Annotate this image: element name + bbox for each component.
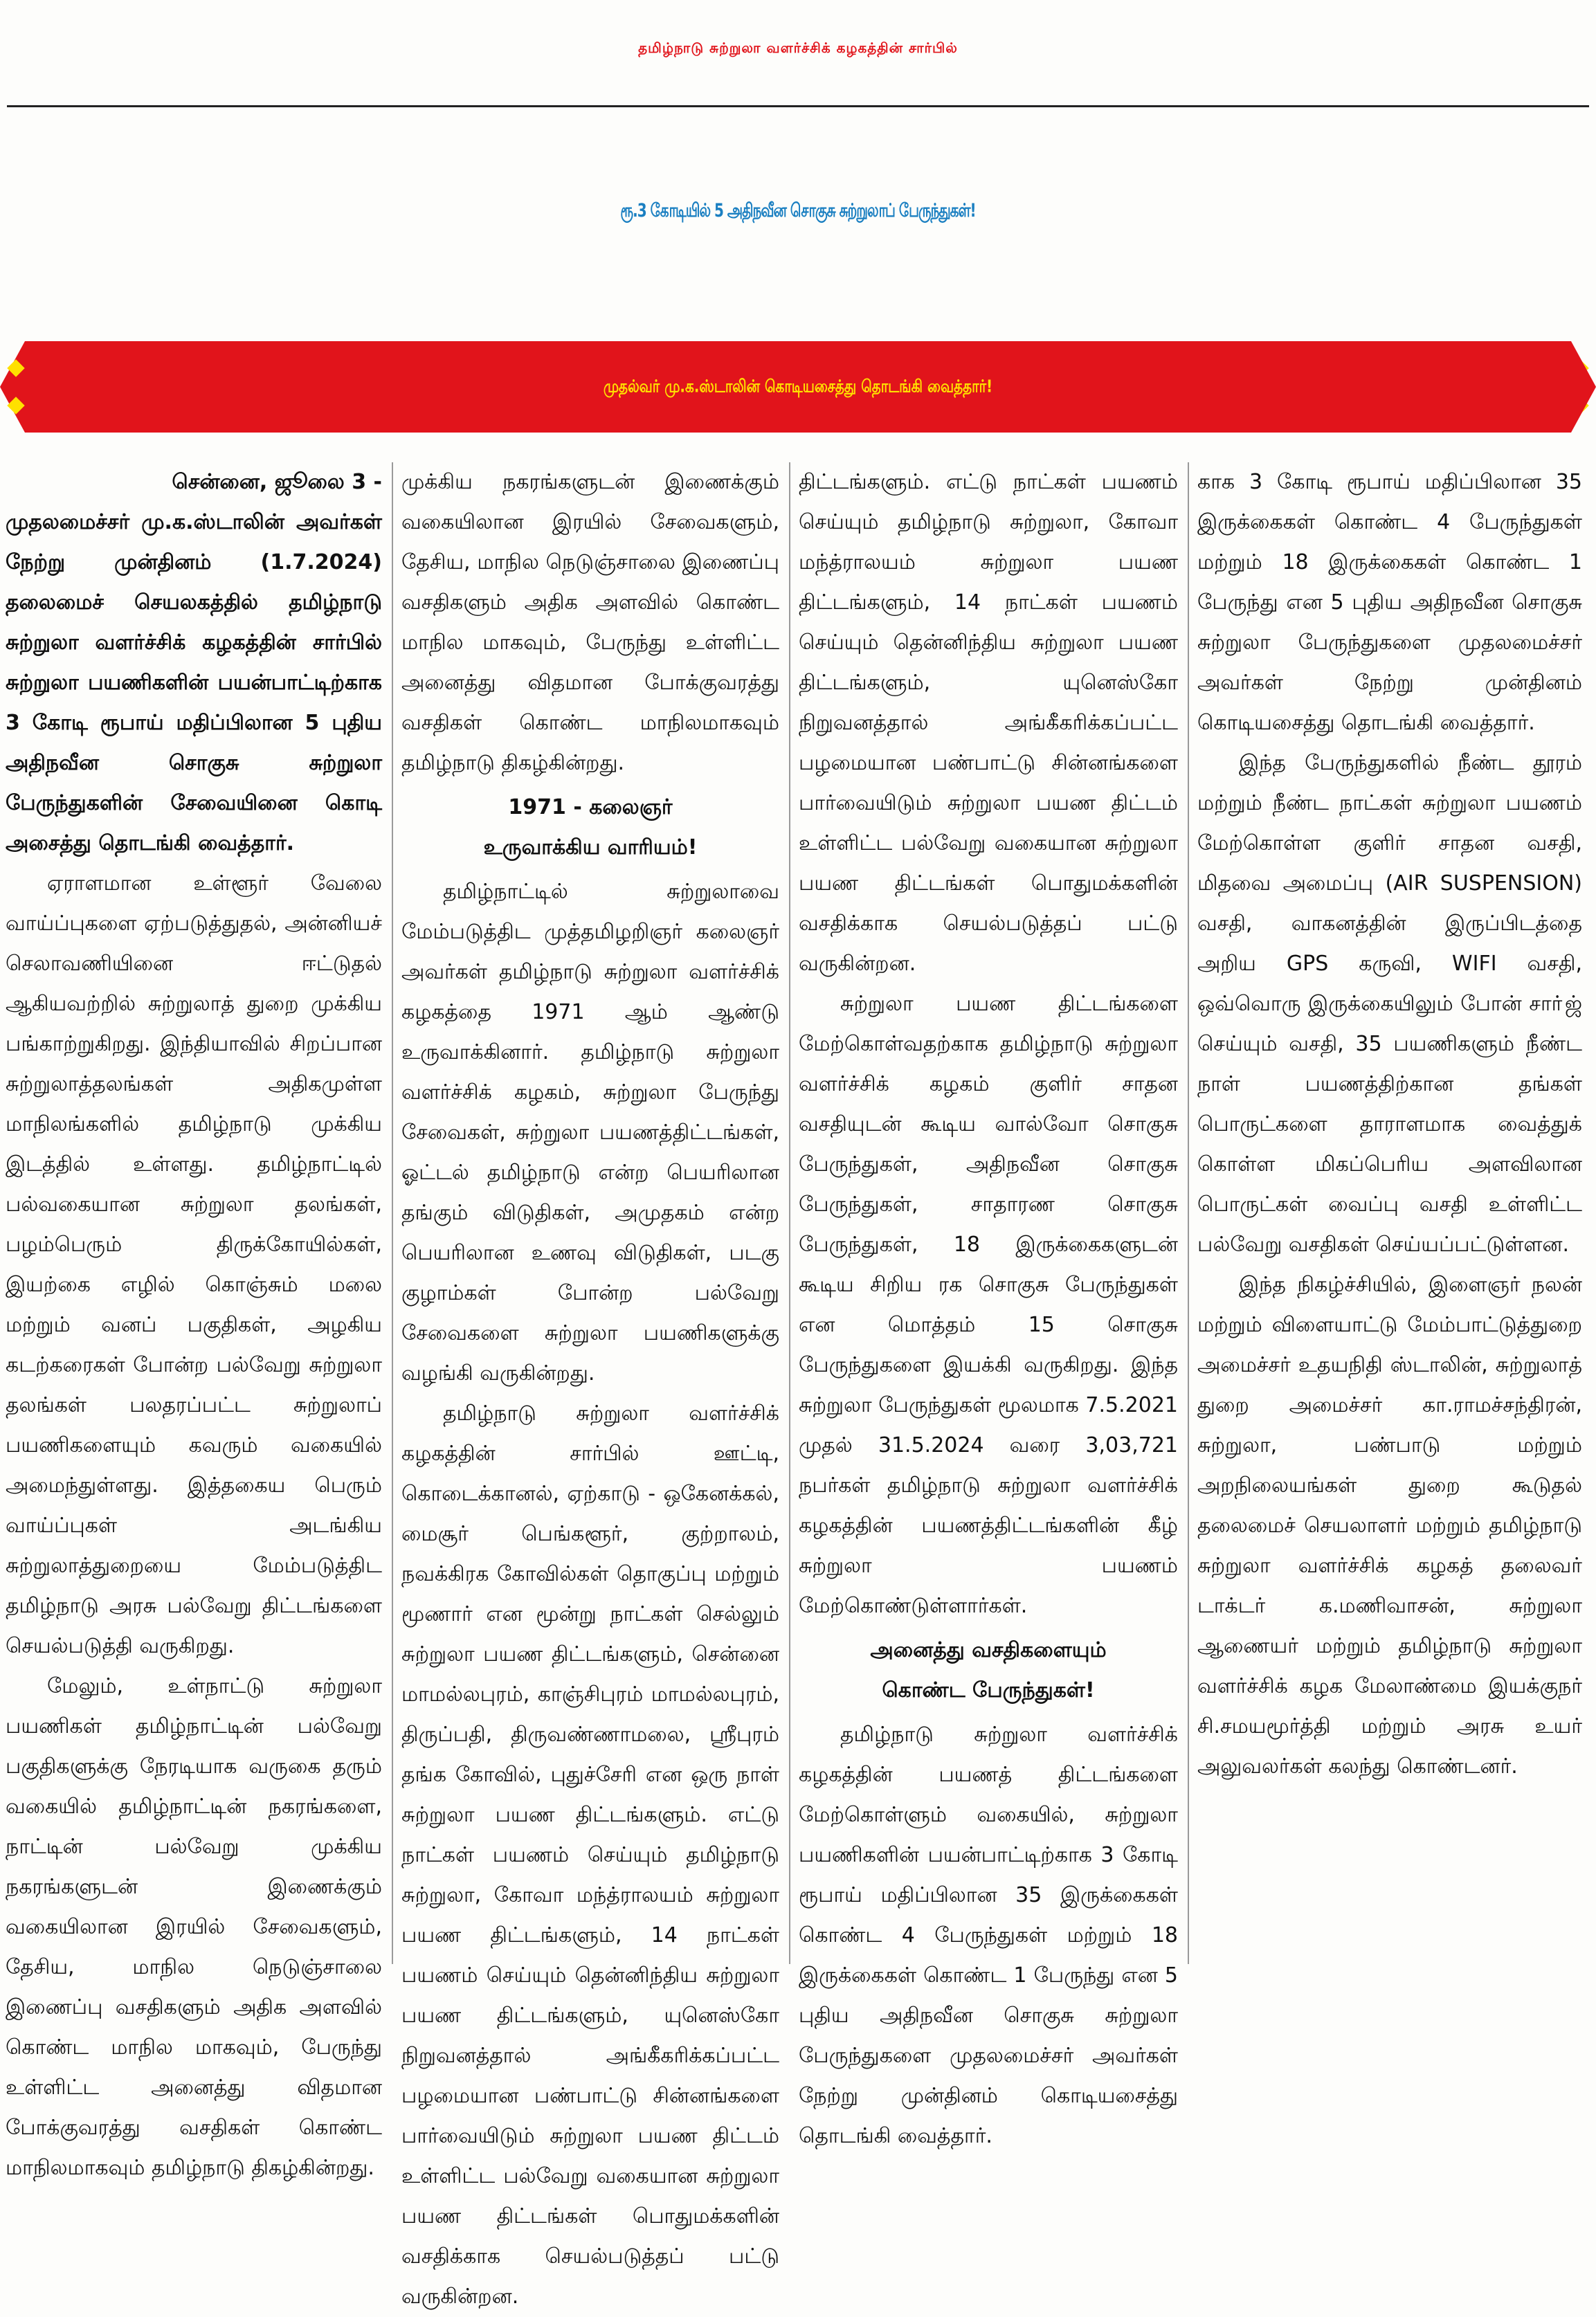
article-body <box>0 462 1596 2309</box>
paragraph-8: இந்த நிகழ்ச்சியில், இளைஞர் நலன் மற்றும் விளையாட்டு மேம்பாட்டுத்துறை அமைச்சர் உதயநிதி ஸ்டாலின், சுற்றுலாத் துறை அமைச்சர் கா.ராமச்சந்திரன், சுற்றுலா, பண்பாடு மற்றும் அறநிலையங்கள் துறை கூடுதல் தலைமைச் செயலாளர் மற்றும் தமிழ்நாடு சுற்றுலா வளர்ச்சிக் கழகத் தலைவர் டாக்டர் க.மணிவாசன், சுற்றுலா ஆணையர் மற்றும் தமிழ்நாடு சுற்றுலா வளர்ச்சிக் கழக மேலாண்மை இயக்குநர் சி.சமயமூர்த்தி மற்றும் அரசு உயர் அலுவலர்கள் கலந்து கொண்டனர். <box>1197 1273 1582 1779</box>
paragraph-3: தமிழ்நாட்டில் சுற்றுலாவை மேம்படுத்திட முத்தமிழறிஞர் கலைஞர் அவர்கள் தமிழ்நாடு சுற்றுலா வளர்ச்சிக் கழகத்தை 1971 ஆம் ஆண்டு உருவாக்கினார். தமிழ்நாடு சுற்றுலா வளர்ச்சிக் கழகம், சுற்றுலா பேருந்து சேவைகள், சுற்றுலா பயணத்திட்டங்கள், ஓட்டல் தமிழ்நாடு என்ற பெயரிலான தங்கும் விடுதிகள், அமுதகம் என்ற பெயரிலான உணவு விடுதிகள், படகு குழாம்கள் போன்ற பல்வேறு சேவைகளை சுற்றுலா பயணிகளுக்கு வழங்கி வருகின்றது. <box>401 880 779 1385</box>
paragraph-2-continued: முக்கிய நகரங்களுடன் இணைக்கும் வகையிலான இரயில் சேவைகளும், தேசிய, மாநில நெடுஞ்சாலை இணைப்பு வசதிகளும் அதிக அளவில் கொண்ட மாநில மாகவும், பேருந்து உள்ளிட்ட அனைத்து விதமான போக்குவரத்து வசதிகள் கொண்ட மாநிலமாகவும் தமிழ்நாடு திகழ்கின்றது. <box>401 470 779 775</box>
main-headline: ரூ.3 கோடியில் 5 அதிநவீன சொகுசு சுற்றுலாப் பேருந்துகள்! <box>620 198 976 221</box>
banner-ornament-left <box>7 359 24 376</box>
subheading-2-line-2: கொண்ட பேருந்துகள்! <box>882 1678 1095 1702</box>
subheading-1 <box>401 783 779 872</box>
lead-text: முதலமைச்சர் மு.க.ஸ்டாலின் அவர்கள் நேற்று முன்தினம் (1.7.2024) தலைமைச் செயலகத்தில் தமிழ்நாடு சுற்றுலா வளர்ச்சிக் கழகத்தின் சார்பில் சுற்றுலா பயணிகளின் பயன்பாட்டிற்காக 3 கோடி ரூபாய் மதிப்பிலான 5 புதிய அதிநவீன சொகுசு சுற்றுலா பேருந்துகளின் சேவையினை கொடி அசைத்து தொடங்கி வைத்தார். <box>6 510 382 855</box>
kicker-headline: தமிழ்நாடு சுற்றுலா வளர்ச்சிக் கழகத்தின் சார்பில் <box>638 39 958 56</box>
banner-ornament-left-lower <box>7 397 24 414</box>
paragraph-6-continued: காக 3 கோடி ரூபாய் மதிப்பிலான 35 இருக்கைகள் கொண்ட 4 பேருந்துகள் மற்றும் 18 இருக்கைகள் கொண்ட 1 பேருந்து என 5 புதிய அதிநவீன சொகுசு சுற்றுலா பேருந்துகளை முதலமைச்சர் அவர்கள் நேற்று முன்தினம் கொடியசைத்து தொடங்கி வைத்தார். <box>1197 470 1582 735</box>
paragraph-4-continued: திட்டங்களும். எட்டு நாட்கள் பயணம் செய்யும் தமிழ்நாடு சுற்றுலா, கோவா மந்த்ராலயம் சுற்றுலா பயண திட்டங்களும், 14 நாட்கள் பயணம் செய்யும் தென்னிந்திய சுற்றுலா பயண திட்டங்களும், யுனெஸ்கோ நிறுவனத்தால் அங்கீகரிக்கப்பட்ட பழமையான பண்பாட்டு சின்னங்களை பார்வையிடும் சுற்றுலா பயண திட்டம் உள்ளிட்ட பல்வேறு வகையான சுற்றுலா பயண திட்டங்கள் பொதுமக்களின் வசதிக்காக செயல்படுத்தப் பட்டு வருகின்றன. <box>799 470 1178 976</box>
banner-ornament-right-lower <box>1571 397 1588 414</box>
subheading-1-line-2: உருவாக்கிய வாரியம்! <box>483 835 698 860</box>
article-column-3 <box>799 462 1178 2148</box>
paragraph-1: ஏராளமான உள்ளூர் வேலை வாய்ப்புகளை ஏற்படுத்துதல், அன்னியச் செலாவணியினை ஈட்டுதல் ஆகியவற்றில் சுற்றுலாத் துறை முக்கிய பங்காற்றுகிறது. இந்தியாவில் சிறப்பான சுற்றுலாத்தலங்கள் அதிகமுள்ள மாநிலங்களில் தமிழ்நாடு முக்கிய இடத்தில் உள்ளது. தமிழ்நாட்டில் பல்வகையான சுற்றுலா தலங்கள், பழம்பெரும் திருக்கோயில்கள், இயற்கை எழில் கொஞ்சும் மலை மற்றும் வனப் பகுதிகள், அழகிய கடற்கரைகள் போன்ற பல்வேறு சுற்றுலா தலங்கள் பலதரப்பட்ட சுற்றுலாப் பயணிகளையும் கவரும் வகையில் அமைந்துள்ளது. இத்தகைய பெரும் வாய்ப்புகள் அடங்கிய சுற்றுலாத்துறையை மேம்படுத்திட தமிழ்நாடு அரசு பல்வேறு திட்டங்களை செயல்படுத்தி வருகிறது. <box>6 871 382 1658</box>
paragraph-7: இந்த பேருந்துகளில் நீண்ட தூரம் மற்றும் நீண்ட நாட்கள் சுற்றுலா பயணம் மேற்கொள்ள குளிர் சாதன வசதி, மிதவை அமைப்பு (AIR SUSPENSION) வசதி, வாகனத்தின் இருப்பிடத்தை அறிய GPS கருவி, WIFI வசதி, ஒவ்வொரு இருக்கையிலும் போன் சாா்ஜ் செய்யும் வசதி, 35 பயணிகளும் நீண்ட நாள் பயணத்திற்கான தங்கள் பொருட்களை தாராளமாக வைத்துக் கொள்ள மிகப்பெரிய அளவிலான பொருட்கள் வைப்பு வசதி உள்ளிட்ட பல்வேறு வசதிகள் செய்யப்பட்டுள்ளன. <box>1197 751 1582 1257</box>
banner-text: முதல்வர் மு.க.ஸ்டாலின் கொடியசைத்து தொடங்கி வைத்தார்! <box>603 375 993 397</box>
paragraph-5: சுற்றுலா பயண திட்டங்களை மேற்கொள்வதற்காக தமிழ்நாடு சுற்றுலா வளர்ச்சிக் கழகம் குளிர் சாதன வசதியுடன் கூடிய வால்வோ சொகுசு பேருந்துகள், அதிநவீன சொகுசு பேருந்துகள், சாதாரண சொகுசு பேருந்துகள், 18 இருக்கைகளுடன் கூடிய சிறிய ரக சொகுசு பேருந்துகள் என மொத்தம் 15 சொகுசு பேருந்துகளை இயக்கி வருகிறது. இந்த சுற்றுலா பேருந்துகள் மூலமாக 7.5.2021 முதல் 31.5.2024 வரை 3,03,721 நபர்கள் தமிழ்நாடு சுற்றுலா வளர்ச்சிக் கழகத்தின் பயணத்திட்டங்களின் கீழ் சுற்றுலா பயணம் மேற்கொண்டுள்ளார்கள். <box>799 992 1178 1618</box>
paragraph-6: தமிழ்நாடு சுற்றுலா வளர்ச்சிக் கழகத்தின் பயணத் திட்டங்களை மேற்கொள்ளும் வகையில், சுற்றுலா பயணிகளின் பயன்பாட்டிற்காக 3 கோடி ரூபாய் மதிப்பிலான 35 இருக்கைகள் கொண்ட 4 பேருந்துகள் மற்றும் 18 இருக்கைகள் கொண்ட 1 பேருந்து என 5 புதிய அதிநவீன சொகுசு சுற்றுலா பேருந்துகளை முதலமைச்சர் அவர்கள் நேற்று முன்தினம் கொடியசைத்து தொடங்கி வைத்தார். <box>799 1723 1178 2148</box>
paragraph-2: மேலும், உள்நாட்டு சுற்றுலா பயணிகள் தமிழ்நாட்டின் பல்வேறு பகுதிகளுக்கு நேரடியாக வருகை தரும் வகையில் தமிழ்நாட்டின் நகரங்களை, நாட்டின் பல்வேறு முக்கிய நகரங்களுடன் இணைக்கும் வகையிலான இரயில் சேவைகளும், தேசிய, மாநில நெடுஞ்சாலை இணைப்பு வசதிகளும் அதிக அளவில் கொண்ட மாநில மாகவும், பேருந்து உள்ளிட்ட அனைத்து விதமான போக்குவரத்து வசதிகள் கொண்ட மாநிலமாகவும் தமிழ்நாடு திகழ்கின்றது. <box>6 1674 382 2180</box>
article-column-4 <box>1197 462 1582 1964</box>
article-column-2 <box>401 462 779 2309</box>
subheading-1-line-1: 1971 - கலைஞர் <box>508 795 673 819</box>
dateline: சென்னை, ஜூலை 3 - <box>172 470 382 494</box>
subheading-2-line-1: அனைத்து வசதிகளையும் <box>870 1638 1107 1662</box>
paragraph-4: தமிழ்நாடு சுற்றுலா வளர்ச்சிக் கழகத்தின் சார்பில் ஊட்டி, கொடைக்கானல், ஏற்காடு - ஒகேனக்கல், மைசூர் பெங்களூர், குற்றாலம், நவக்கிரக கோவில்கள் தொகுப்பு மற்றும் மூணார் என மூன்று நாட்கள் செல்லும் சுற்றுலா பயண திட்டங்களும், சென்னை மாமல்லபுரம், காஞ்சிபுரம் மாமல்லபுரம், திருப்பதி, திருவண்ணாமலை, ஸ்ரீபுரம் தங்க கோவில், புதுச்சேரி என ஒரு நாள் சுற்றுலா பயண திட்டங்களும். எட்டு நாட்கள் பயணம் செய்யும் தமிழ்நாடு சுற்றுலா, கோவா மந்த்ராலயம் சுற்றுலா பயண திட்டங்களும், 14 நாட்கள் பயணம் செய்யும் தென்னிந்திய சுற்றுலா பயண திட்டங்களும், யுனெஸ்கோ நிறுவனத்தால் அங்கீகரிக்கப்பட்ட பழமையான பண்பாட்டு சின்னங்களை பார்வையிடும் சுற்றுலா பயண திட்டம் உள்ளிட்ட பல்வேறு வகையான சுற்றுலா பயண திட்டங்கள் பொதுமக்களின் வசதிக்காக செயல்படுத்தப் பட்டு வருகின்றன. <box>401 1401 779 2309</box>
subheading-2 <box>799 1626 1178 1715</box>
banner-ornament-right <box>1571 359 1588 376</box>
article-lead <box>6 462 382 864</box>
subheadline-banner <box>25 341 1571 433</box>
article-column-1 <box>6 462 382 2180</box>
